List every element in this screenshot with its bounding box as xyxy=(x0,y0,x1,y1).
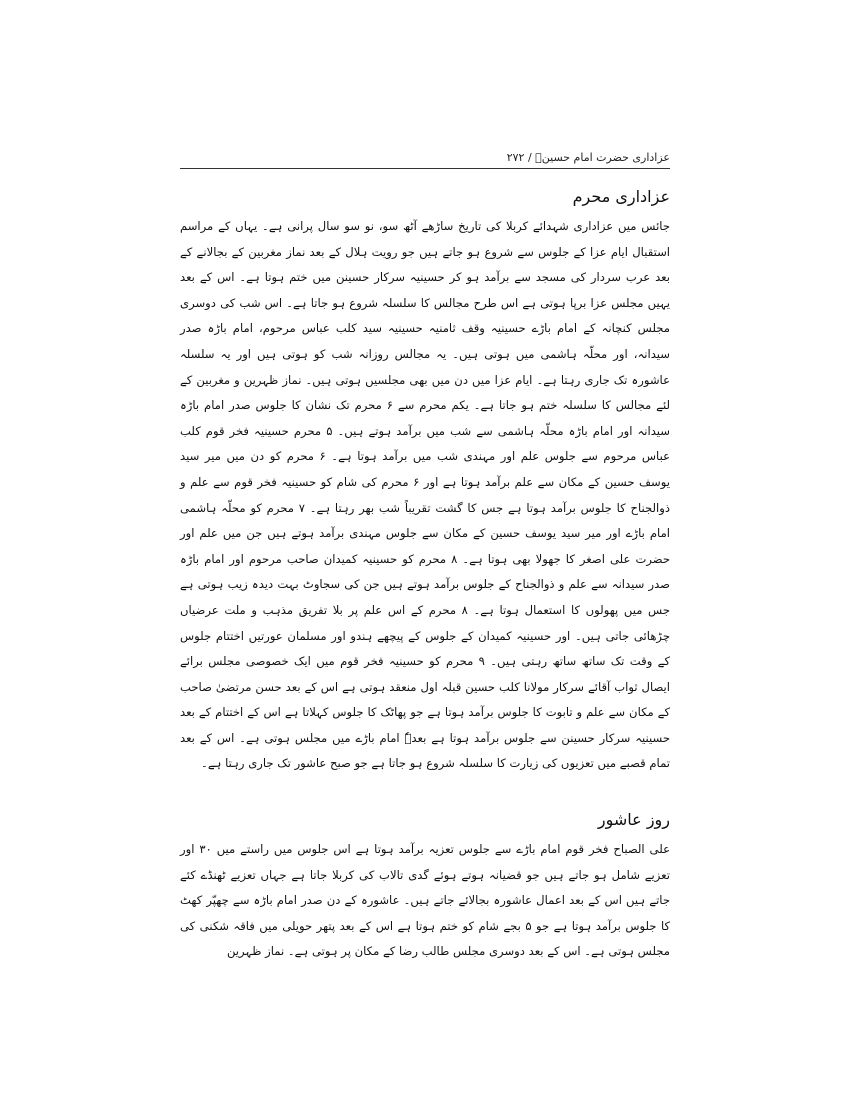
paragraph-ashura: علی الصباح فخر قوم امام باڑے سے جلوس تعزیہ برآمد ہوتا ہے اس جلوس میں راستے میں ۳۰ اور تعزیے شامل ہو جاتے ہیں جو قضیانہ ہوتے ہوئے گدی تالاب کی کربلا جاتا ہے جہاں تعزیے ٹھنڈے کئے جاتے ہیں اس کے بعد اعمال عاشورہ بجالائے جاتے ہیں۔ عاشورہ کے دن صدر امام باڑہ سے چھپّر کھٹ کا جلوس برآمد ہوتا ہے جو ۵ بجے شام کو ختم ہوتا ہے اس کے بعد پتھر حویلی میں فاقہ شکنی کی مجلس ہوتی ہے۔ اس کے بعد دوسری مجلس طالب رضا کے مکان پر ہوتی ہے۔ نماز ظہرین xyxy=(180,842,670,959)
page-content xyxy=(180,182,670,965)
section-heading-muharram: عزاداری محرم xyxy=(572,187,670,206)
section-heading-ashura: روز عاشور xyxy=(597,810,670,830)
paragraph-muharram: جائس میں عزاداری شہدائے کربلا کی تاریخ ساڑھے آٹھ سو، نو سو سال پرانی ہے۔ یہاں کے مراسم استقبال ایام عزا کے جلوس سے شروع ہو جاتے ہیں جو رویت ہلال کے بعد نماز مغربین کے بجالانے کے بعد عرب سردار کی مسجد سے برآمد ہو کر حسینیہ سرکار حسینن میں ختم ہوتا ہے۔ اس کے بعد یہیں مجلس عزا برپا ہوتی ہے اس طرح مجالس کا سلسلہ شروع ہو جاتا ہے۔ اس شب کی دوسری مجلس کنچانہ کے امام باڑے حسینیہ وقف ثامنیہ حسینیہ سید کلب عباس مرحوم، امام باڑہ صدر سیدانہ، اور محلّہ ہاشمی میں ہوتی ہیں۔ یہ مجالس روزانہ شب کو ہوتی ہیں اور یہ سلسلہ عاشورہ تک جاری رہتا ہے۔ ایام عزا میں دن میں بھی مجلسیں ہوتی ہیں۔ نماز ظہرین و مغربین کے لئے مجالس کا سلسلہ ختم ہو جاتا ہے۔ یکم محرم سے ۶ محرم تک نشان کا جلوس صدر امام باڑہ سیدانہ اور امام باڑہ محلّہ ہاشمی سے شب میں برآمد ہوتے ہیں۔ ۵ محرم حسینیہ فخر قوم کلب عباس مرحوم سے جلوس علم اور مہندی شب میں برآمد ہوتا ہے۔ ۶ محرم کو دن میں میر سید یوسف حسین کے مکان سے علم برآمد ہوتا ہے اور ۶ محرم کی شام کو حسینیہ فخر قوم سے علم و ذوالجناح کا جلوس برآمد ہوتا ہے جس کا گشت تقریباً شب بھر رہتا ہے۔ ۷ محرم کو محلّہ ہاشمی امام باڑے اور میر سید یوسف حسین کے مکان سے جلوس مہندی برآمد ہوتے ہیں جن میں علم اور حضرت علی اصغر کا جھولا بھی ہوتا ہے۔ ۸ محرم کو حسینیہ کمیدان صاحب مرحوم اور امام باڑہ صدر سیدانہ سے علم و ذوالجناح کے جلوس برآمد ہوتے ہیں جن کی سجاوٹ بہت دیدہ زیب ہوتی ہے جس میں پھولوں کا استعمال ہوتا ہے۔ ۸ محرم کے اس علم پر بلا تفریق مذہب و ملت عرضیاں چڑھائی جاتی ہیں۔ اور حسینیہ کمیدان کے جلوس کے پیچھے ہندو اور مسلمان عورتیں اختتام جلوس کے وقت تک ساتھ ساتھ رہتی ہیں۔ ۹ محرم کو حسینیہ فخر قوم میں ایک خصوصی مجلس برائے ایصال ثواب آقائے سرکار مولانا کلب حسین قبلہ اول منعقد ہوتی ہے اس کے بعد حسن مرتضیٰ صاحب کے مکان سے علم و تابوت کا جلوس برآمد ہوتا ہے جو پھاٹک کا جلوس کہلاتا ہے اس کے اختتام کے بعد حسینیہ سرکار حسینن سے جلوس برآمد ہوتا ہے بعدہٗ امام باڑے میں مجلس ہوتی ہے۔ اس کے بعد تمام قصبے میں تعزیوں کی زیارت کا سلسلہ شروع ہو جاتا ہے جو صبح عاشور تک جاری رہتا ہے۔ xyxy=(180,219,671,771)
section-spacer xyxy=(180,777,670,805)
header-rule xyxy=(180,168,670,169)
running-head: عزاداری حضرت امام حسینؑ / ۲۷۲ xyxy=(506,151,670,164)
